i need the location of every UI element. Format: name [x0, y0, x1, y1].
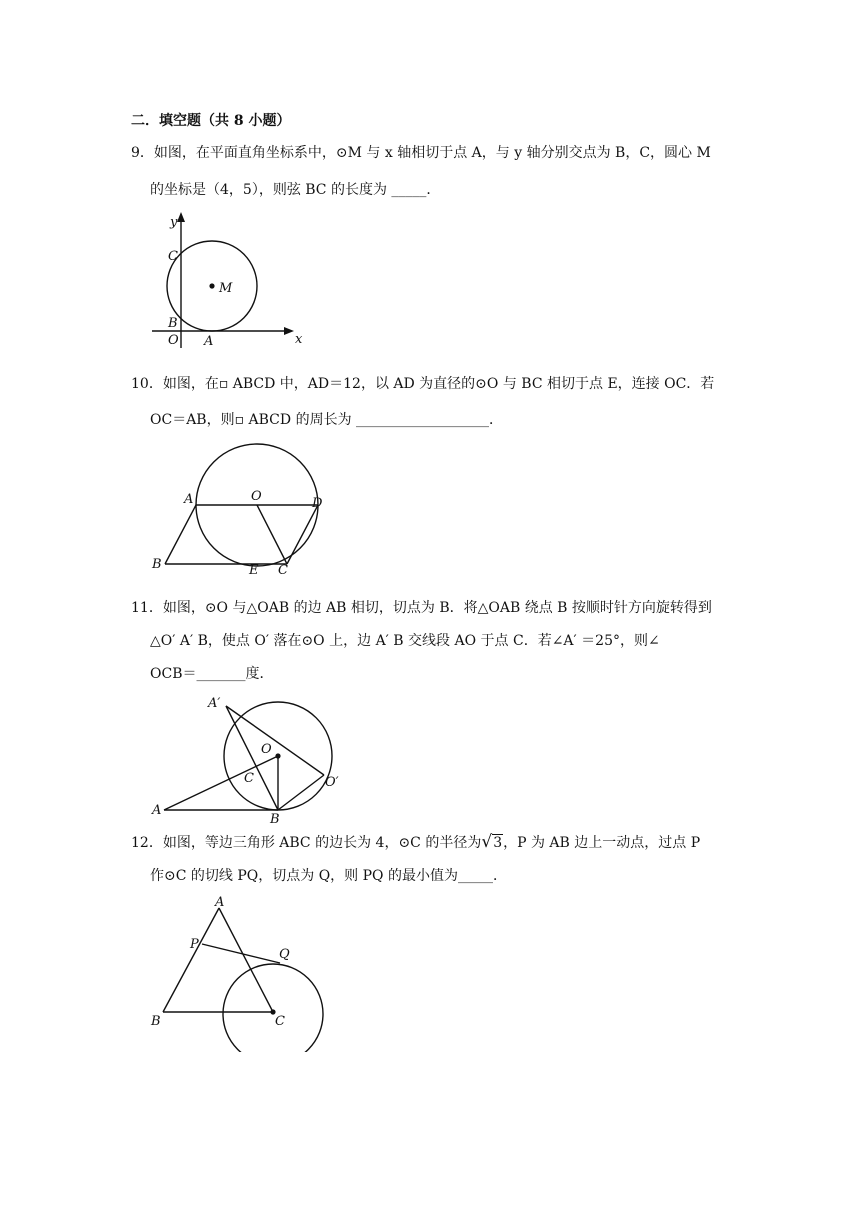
label-a: A: [184, 492, 194, 507]
segment-oc: [257, 505, 287, 564]
label-o1: O′: [325, 775, 339, 790]
segment-a1o1: [226, 706, 324, 775]
label-c: C: [244, 771, 254, 786]
q11-text-line2: △O′ A′ B，使点 O′ 落在⊙O 上，边 A′ B 交线段 AO 于点 C．若∠A′ ＝25°，则∠: [150, 633, 660, 649]
label-o: O: [261, 742, 272, 757]
q12-text-line1-part1: 12．如图，等边三角形 ABC 的边长为 4，⊙C 的半径为: [131, 835, 482, 851]
segment-ab: [165, 505, 196, 564]
label-c: C: [168, 249, 178, 264]
label-a1: A′: [208, 696, 221, 711]
q11-figure: [140, 690, 370, 825]
label-b: B: [151, 1014, 161, 1029]
label-c: C: [278, 563, 288, 578]
label-a: A: [215, 895, 225, 910]
label-b: B: [152, 557, 162, 572]
q10-text-line1: 10．如图，在▫ ABCD 中，AD＝12，以 AD 为直径的⊙O 与 BC 相切于点 E，连接 OC．若: [131, 376, 715, 392]
label-b: B: [270, 812, 280, 825]
y-axis-arrow: [177, 212, 185, 222]
label-d: D: [312, 496, 323, 511]
tangent-pq: [202, 944, 280, 963]
label-p: P: [190, 937, 199, 952]
q12-text-line2: 作⊙C 的切线 PQ，切点为 Q，则 PQ 的最小值为_____．: [150, 868, 507, 884]
q10-text-line2: OC＝AB，则▫ ABCD 的周长为 ___________________．: [150, 412, 504, 428]
label-x: x: [295, 332, 303, 347]
q9-text-line2: 的坐标是（4，5），则弦 BC 的长度为 _____．: [150, 182, 441, 198]
segment-cd: [287, 505, 318, 564]
q12-figure: [140, 892, 340, 1052]
label-a: A: [204, 334, 214, 349]
segment-ao: [164, 756, 278, 810]
label-o: O: [168, 333, 179, 348]
label-y: y: [170, 215, 178, 230]
x-axis-arrow: [284, 327, 294, 335]
q11-text-line1: 11．如图，⊙O 与△OAB 的边 AB 相切，切点为 B．将△OAB 绕点 B 按顺时针方向旋转得到: [131, 600, 712, 616]
q9-figure: [140, 208, 310, 353]
label-c: C: [275, 1014, 285, 1029]
q12-text-line1-part2: ，P 为 AB 边上一动点，过点 P: [503, 835, 701, 851]
sqrt-sign: √: [481, 832, 493, 852]
label-e: E: [249, 563, 259, 578]
sqrt-expression: [481, 832, 503, 853]
segment-a1b: [226, 706, 278, 810]
section-title: 二．填空题（共 8 小题）: [131, 113, 291, 129]
circle-c: [223, 964, 323, 1052]
segment-ab: [163, 908, 219, 1012]
label-m: M: [219, 281, 233, 296]
label-b: B: [168, 316, 178, 331]
center-o-dot: [275, 753, 280, 758]
q9-text-line1: 9．如图，在平面直角坐标系中，⊙M 与 x 轴相切于点 A，与 y 轴分别交点为 B，C，圆心 M: [131, 145, 711, 161]
sqrt-radicand: 3: [493, 835, 503, 851]
label-o: O: [251, 489, 262, 504]
q12-text-line1: [131, 832, 700, 853]
q10-figure: [140, 440, 350, 580]
label-a: A: [152, 803, 162, 818]
q11-text-line3: OCB＝_______度．: [150, 666, 274, 682]
center-m-dot: [209, 283, 214, 288]
label-q: Q: [279, 947, 290, 962]
